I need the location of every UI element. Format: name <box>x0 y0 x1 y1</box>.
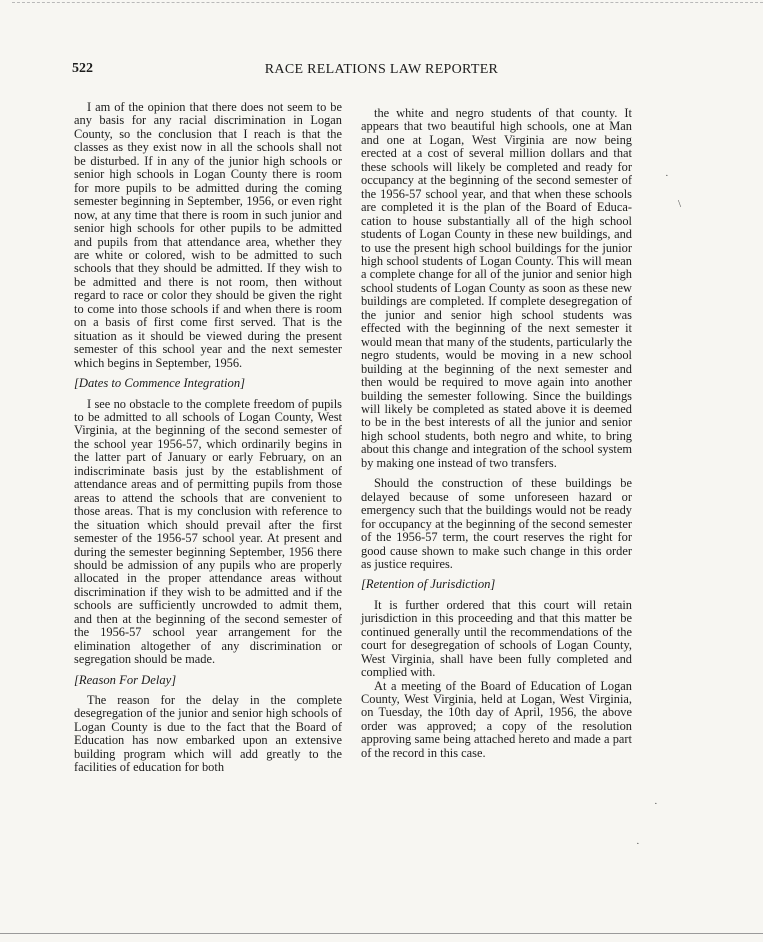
scan-speck-mark: · <box>636 838 640 850</box>
scan-speck-mark: · <box>665 170 669 182</box>
left-paragraph-1: I am of the opinion that there does not seem to be any basis for any racial discrimination in Logan County, so the conclusion that I reach is that the classes as they exist now in all the schools shall not be disturbed. If in any of the junior high schools or senior high schools in Logan County there is room for more pupils to be admitted during the coming semester beginning in September, 1956, or even right now, at any time that there is room in such junior and senior high schools for other pupils to be admitted and pupils from that attendance area, whether they are white or colored, wish to be admitted to such schools that they should be admitted. If they wish to be admitted and there is not room, then without regard to race or color they should be given the right to come into those schools if and when there is room on a basis of first come first served. That is the situation as it should be viewed during the present semester of this school year and the next semester which begins in September, 1956. <box>74 100 342 370</box>
left-column <box>74 101 342 775</box>
bottom-edge-rule <box>0 933 763 934</box>
left-paragraph-3: The reason for the delay in the complete desegregation of the junior and senior high schools of Logan County is due to the fact that the Board of Education has now embarked upon an extensive building program which will add greatly to the facilities of education for both <box>74 693 342 775</box>
left-paragraph-2: I see no obstacle to the complete freedom of pupils to be admitted to all schools of Logan County, West Virginia, at the beginning of the second semester of the school year 1956-57, which ordinarily begins in the latter part of January or early February, on an indiscriminate basis just by the establishment of attendance areas and of permitting pupils from those areas to attend the schools that are convenient to those areas. That is my conclusion with reference to the situation which should prevail after the first semester of the 1956-57 school year. At present and during the semester beginning September, 1956 there should be admission of any pupils who are properly allocated in the proper attendance areas without discrimination if they wish to be admitted and if the schools are sufficiently uncrowded to admit them, and then at the beginning of the second semester of the 1956-57 school year arrangement for the elimination altogether of any discrimination or segregation should be made. <box>74 396 342 667</box>
scan-speck-mark: \ <box>678 198 682 210</box>
running-head: RACE RELATIONS LAW REPORTER <box>264 62 499 77</box>
right-paragraph-1: the white and negro students of that county. It appears that two beautiful high schools, one at Man and one at Logan, West Virginia are now being erected at a cost of several million dollars and that these schools will likely be completed and ready for occupancy at the beginning of the second semester of the 1956-57 school year, and that when these schools are completed it is the plan of the Board of Educacation to house substantially all of the high school students of Logan County in these new buildings, and to use the present high school buildings for the junior high school students of Logan County. This will mean a complete change for all of the junior and senior high school students of Logan County as soon as these new buildings are completed. If complete desegregation of the junior and senior high school students was effected with the beginning of the next semester it would mean that many of the students, particularly the negro students, would be moving in a new school building at the beginning of the next semester and then would be required to move again into another building the semester following. Since the buildings will likely be completed as stated above it is deemed to be in the best interests of all the junior and senior high school students, both negro and white, to bring about this change and integration of the school system by making one instead of two transfers. <box>361 106 632 470</box>
right-paragraph-2: Should the construction of these buildings be delayed because of some unforeseen hazard or emergency such that the buildings would not be ready for occupancy at the beginning of the second semester of the 1956-57 term, the court reserves the right for good cause shown to make such change in this order as justice requires. <box>361 476 632 571</box>
top-edge-rule <box>12 2 763 3</box>
section-heading-jurisdiction: [Retention of Jurisdiction] <box>361 577 496 592</box>
right-paragraph-4: At a meeting of the Board of Education of Logan County, West Virginia, held at Logan, West Virginia, on Tuesday, the 10th day of April, 1956, the above order was approved; a copy of the resolution approving same being attached hereto and made a part of the record in this case. <box>361 678 632 760</box>
section-heading-dates: [Dates to Commence Integration] <box>74 376 246 391</box>
right-paragraph-3: It is further ordered that this court will retain jurisdiction in this proceeding and that this matter be continued generally until the recommendations of the court for desegregation of schools of Logan County, West Virginia, shall have been fully completed and complied with. <box>361 597 632 680</box>
scan-speck-mark: · <box>654 798 658 810</box>
section-heading-reason: [Reason For Delay] <box>74 672 177 687</box>
right-column <box>361 107 632 760</box>
page-number: 522 <box>72 61 93 76</box>
